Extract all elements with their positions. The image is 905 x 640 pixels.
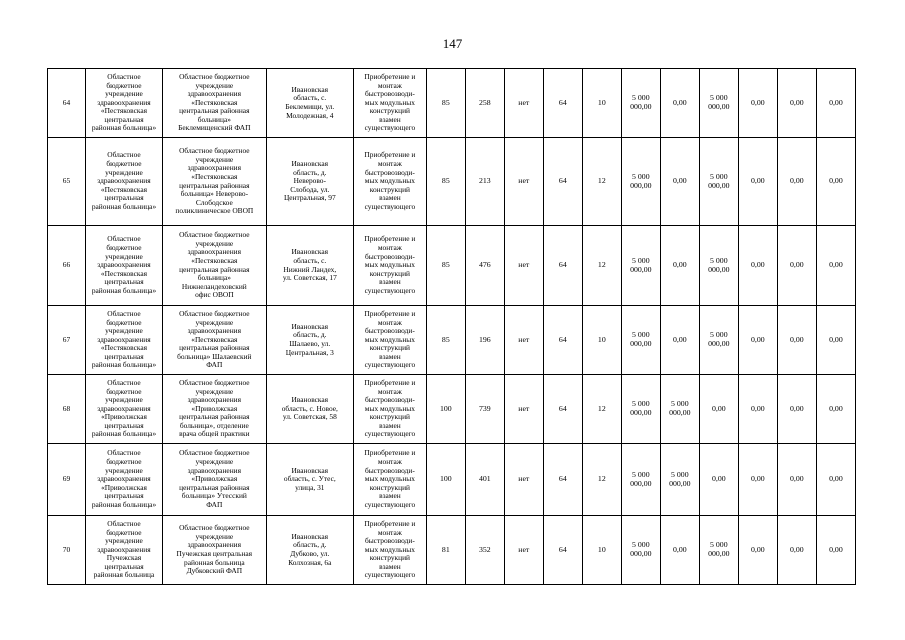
finance-cell-3: 5 000 000,00 — [699, 516, 738, 585]
finance-cell-2: 5 000 000,00 — [660, 444, 699, 516]
finance-cell-4: 0,00 — [738, 226, 777, 306]
value-cell-4: 64 — [543, 444, 582, 516]
value-cell-5: 12 — [582, 444, 621, 516]
finance-cell-4: 0,00 — [738, 375, 777, 444]
finance-cell-4: 0,00 — [738, 306, 777, 375]
value-cell-1: 81 — [426, 516, 465, 585]
value-cell-2: 352 — [465, 516, 504, 585]
value-cell-3: нет — [504, 226, 543, 306]
finance-cell-3: 0,00 — [699, 375, 738, 444]
finance-cell-2: 0,00 — [660, 306, 699, 375]
address-cell: Ивановская область, д. Неверово- Слобода, ул. Центральная, 97 — [266, 138, 353, 226]
row-number: 65 — [48, 138, 86, 226]
work-cell: Приобретение и монтаж быстровозводи- мых модульных конструкций взамен существующего — [353, 138, 426, 226]
value-cell-4: 64 — [543, 138, 582, 226]
row-number: 66 — [48, 226, 86, 306]
finance-cell-5: 0,00 — [777, 375, 816, 444]
finance-cell-4: 0,00 — [738, 444, 777, 516]
customer-cell: Областное бюджетное учреждение здравоохранения «Пестяковская центральная районная больница» — [85, 226, 162, 306]
value-cell-2: 401 — [465, 444, 504, 516]
address-cell: Ивановская область, с. Нижний Ландех, ул. Советская, 17 — [266, 226, 353, 306]
finance-cell-5: 0,00 — [777, 69, 816, 138]
finance-cell-6: 0,00 — [816, 444, 855, 516]
finance-cell-4: 0,00 — [738, 516, 777, 585]
value-cell-1: 100 — [426, 444, 465, 516]
facilities-table — [47, 68, 856, 585]
customer-cell: Областное бюджетное учреждение здравоохранения «Пестяковская центральная районная больница» — [85, 138, 162, 226]
table-row — [48, 444, 856, 516]
row-number: 70 — [48, 516, 86, 585]
finance-cell-1: 5 000 000,00 — [621, 69, 660, 138]
value-cell-5: 10 — [582, 516, 621, 585]
finance-cell-2: 0,00 — [660, 69, 699, 138]
table-row — [48, 306, 856, 375]
address-cell: Ивановская область, д. Дубково, ул. Колхозная, 6а — [266, 516, 353, 585]
table-body — [48, 69, 856, 585]
value-cell-2: 739 — [465, 375, 504, 444]
value-cell-5: 12 — [582, 375, 621, 444]
value-cell-5: 10 — [582, 306, 621, 375]
value-cell-5: 10 — [582, 69, 621, 138]
finance-cell-2: 5 000 000,00 — [660, 375, 699, 444]
value-cell-3: нет — [504, 69, 543, 138]
work-cell: Приобретение и монтаж быстровозводи- мых модульных конструкций взамен существующего — [353, 69, 426, 138]
value-cell-3: нет — [504, 444, 543, 516]
object-cell: Областное бюджетное учреждение здравоохранения Пучежская центральная районная больница Дубковский ФАП — [162, 516, 266, 585]
finance-cell-3: 5 000 000,00 — [699, 226, 738, 306]
value-cell-5: 12 — [582, 138, 621, 226]
finance-cell-1: 5 000 000,00 — [621, 516, 660, 585]
table-row — [48, 226, 856, 306]
customer-cell: Областное бюджетное учреждение здравоохранения «Приволжская центральная районная больница» — [85, 444, 162, 516]
object-cell: Областное бюджетное учреждение здравоохранения «Пестяковская центральная районная больница» Беклемищенский ФАП — [162, 69, 266, 138]
finance-cell-6: 0,00 — [816, 516, 855, 585]
work-cell: Приобретение и монтаж быстровозводи- мых модульных конструкций взамен существующего — [353, 444, 426, 516]
value-cell-3: нет — [504, 138, 543, 226]
finance-cell-6: 0,00 — [816, 226, 855, 306]
value-cell-1: 100 — [426, 375, 465, 444]
row-number: 64 — [48, 69, 86, 138]
object-cell: Областное бюджетное учреждение здравоохранения «Приволжская центральная районная больница» Утесский ФАП — [162, 444, 266, 516]
finance-cell-5: 0,00 — [777, 138, 816, 226]
value-cell-1: 85 — [426, 306, 465, 375]
finance-cell-3: 5 000 000,00 — [699, 306, 738, 375]
table-row — [48, 69, 856, 138]
finance-cell-1: 5 000 000,00 — [621, 226, 660, 306]
value-cell-4: 64 — [543, 516, 582, 585]
customer-cell: Областное бюджетное учреждение здравоохранения «Пестяковская центральная районная больница» — [85, 306, 162, 375]
value-cell-2: 196 — [465, 306, 504, 375]
finance-cell-5: 0,00 — [777, 226, 816, 306]
row-number: 69 — [48, 444, 86, 516]
value-cell-2: 213 — [465, 138, 504, 226]
finance-cell-1: 5 000 000,00 — [621, 375, 660, 444]
customer-cell: Областное бюджетное учреждение здравоохранения Пучежская центральная районная больница — [85, 516, 162, 585]
value-cell-2: 476 — [465, 226, 504, 306]
finance-cell-4: 0,00 — [738, 138, 777, 226]
finance-cell-6: 0,00 — [816, 138, 855, 226]
finance-cell-1: 5 000 000,00 — [621, 306, 660, 375]
value-cell-4: 64 — [543, 69, 582, 138]
object-cell: Областное бюджетное учреждение здравоохранения «Пестяковская центральная районная больница» Неверово- Слободское поликлиническое ОВОП — [162, 138, 266, 226]
work-cell: Приобретение и монтаж быстровозводи- мых модульных конструкций взамен существующего — [353, 375, 426, 444]
finance-cell-3: 5 000 000,00 — [699, 138, 738, 226]
finance-cell-3: 0,00 — [699, 444, 738, 516]
finance-cell-3: 5 000 000,00 — [699, 69, 738, 138]
page-number: 147 — [442, 36, 463, 51]
work-cell: Приобретение и монтаж быстровозводи- мых модульных конструкций взамен существующего — [353, 306, 426, 375]
finance-cell-2: 0,00 — [660, 516, 699, 585]
address-cell: Ивановская область, с. Новое, ул. Советская, 58 — [266, 375, 353, 444]
table-row — [48, 375, 856, 444]
customer-cell: Областное бюджетное учреждение здравоохранения «Приволжская центральная районная больница» — [85, 375, 162, 444]
value-cell-4: 64 — [543, 226, 582, 306]
finance-cell-2: 0,00 — [660, 138, 699, 226]
finance-cell-4: 0,00 — [738, 69, 777, 138]
value-cell-3: нет — [504, 306, 543, 375]
finance-cell-6: 0,00 — [816, 69, 855, 138]
finance-cell-5: 0,00 — [777, 444, 816, 516]
finance-cell-5: 0,00 — [777, 306, 816, 375]
object-cell: Областное бюджетное учреждение здравоохранения «Приволжская центральная районная больница», отделение врача общей практики — [162, 375, 266, 444]
value-cell-1: 85 — [426, 69, 465, 138]
value-cell-5: 12 — [582, 226, 621, 306]
address-cell: Ивановская область, с. Беклемищи, ул. Молодежная, 4 — [266, 69, 353, 138]
finance-cell-2: 0,00 — [660, 226, 699, 306]
object-cell: Областное бюджетное учреждение здравоохранения «Пестяковская центральная районная больница» Шалаевский ФАП — [162, 306, 266, 375]
table-row — [48, 138, 856, 226]
finance-cell-6: 0,00 — [816, 375, 855, 444]
work-cell: Приобретение и монтаж быстровозводи- мых модульных конструкций взамен существующего — [353, 516, 426, 585]
address-cell: Ивановская область, д. Шалаево, ул. Центральная, 3 — [266, 306, 353, 375]
table-row — [48, 516, 856, 585]
finance-cell-5: 0,00 — [777, 516, 816, 585]
value-cell-3: нет — [504, 516, 543, 585]
row-number: 68 — [48, 375, 86, 444]
value-cell-1: 85 — [426, 138, 465, 226]
value-cell-2: 258 — [465, 69, 504, 138]
value-cell-3: нет — [504, 375, 543, 444]
row-number: 67 — [48, 306, 86, 375]
customer-cell: Областное бюджетное учреждение здравоохранения «Пестяковская центральная районная больница» — [85, 69, 162, 138]
address-cell: Ивановская область, с. Утес, улица, 31 — [266, 444, 353, 516]
work-cell: Приобретение и монтаж быстровозводи- мых модульных конструкций взамен существующего — [353, 226, 426, 306]
value-cell-1: 85 — [426, 226, 465, 306]
object-cell: Областное бюджетное учреждение здравоохранения «Пестяковская центральная районная больница» Нижнеландеховский офис ОВОП — [162, 226, 266, 306]
value-cell-4: 64 — [543, 375, 582, 444]
finance-cell-6: 0,00 — [816, 306, 855, 375]
finance-cell-1: 5 000 000,00 — [621, 444, 660, 516]
finance-cell-1: 5 000 000,00 — [621, 138, 660, 226]
value-cell-4: 64 — [543, 306, 582, 375]
